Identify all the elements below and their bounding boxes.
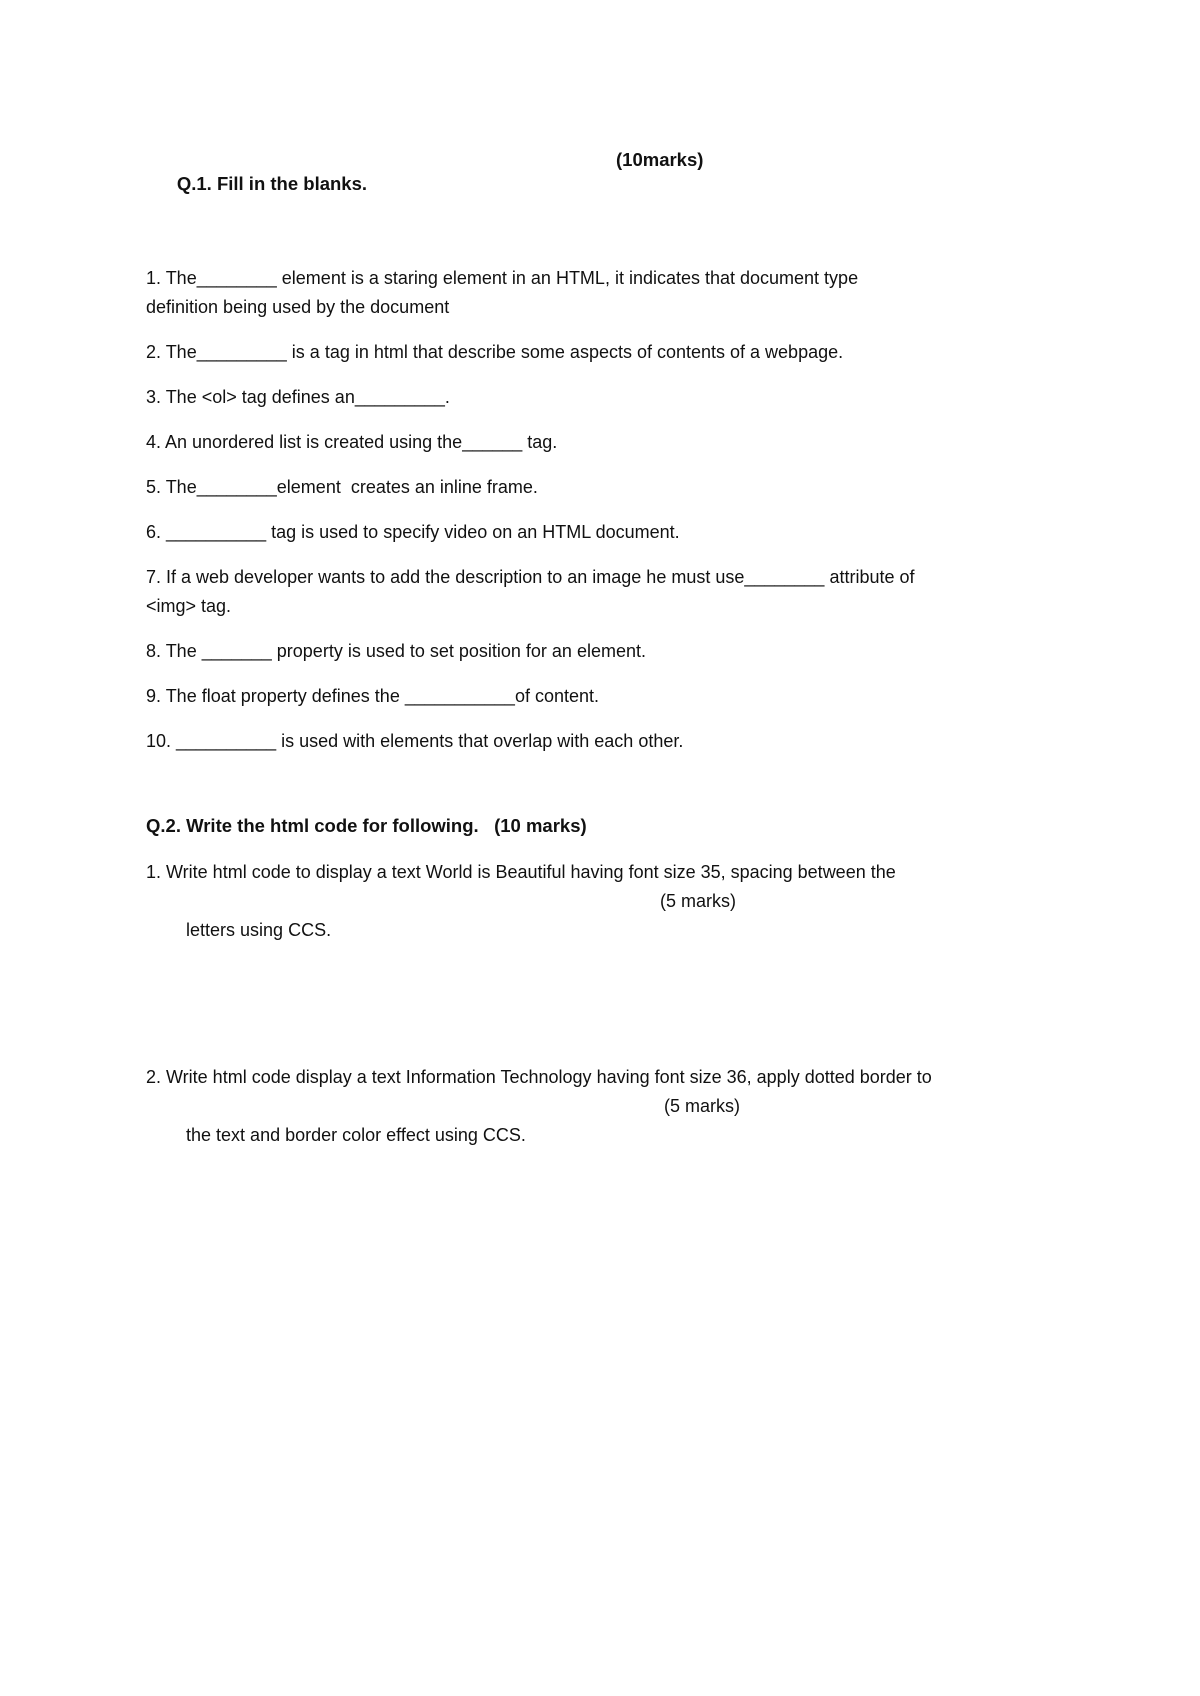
q1-item-4-line-1: 4. An unordered list is created using the______ tag. [146,432,558,452]
q1-item-3-line-1: 3. The <ol> tag defines an_________. [146,387,450,407]
q1-marks: (10marks) [616,149,704,170]
q1-item-10 [146,727,1066,756]
q1-item-7-line-2: <img> tag. [146,596,232,616]
q1-item-8 [146,637,1066,666]
q1-item-7-line-1: 7. If a web developer wants to add the description to an image he must use________ attribute of [146,567,915,587]
q2-item-1-line-1: 1. Write html code to display a text World is Beautiful having font size 35, spacing between the [146,862,896,882]
q2-item-1-line-2: letters using CCS. [186,920,332,940]
q1-item-5 [146,473,1066,502]
q1-item-7 [146,563,1066,621]
q2-item-1-line-2-row [146,887,1066,1003]
q2-item-1-marks: (5 marks) [660,891,736,911]
q1-item-1-line-1: 1. The________ element is a staring element in an HTML, it indicates that document type [146,268,859,288]
q2-heading: Q.2. Write the html code for following. (10 marks) [146,815,587,836]
q2-item-2-line-2: the text and border color effect using CCS. [186,1125,526,1145]
q1-item-2-line-1: 2. The_________ is a tag in html that describe some aspects of contents of a webpage. [146,342,844,362]
q1-item-9-line-1: 9. The float property defines the ___________of content. [146,686,600,706]
q2-item-2-line-1: 2. Write html code display a text Information Technology having font size 36, apply dotted border to [146,1067,932,1087]
q1-item-9 [146,682,1066,711]
q1-item-2 [146,338,1066,367]
q1-item-3 [146,383,1066,412]
q2-item-1 [146,858,1066,1003]
q1-item-10-line-1: 10. __________ is used with elements that overlap with each other. [146,731,684,751]
q1-heading-row [146,148,1066,244]
q1-item-1-line-2: definition being used by the document [146,297,450,317]
q1-item-8-line-1: 8. The _______ property is used to set position for an element. [146,641,646,661]
q2-item-2-line-2-row [146,1092,1066,1208]
q1-item-6-line-1: 6. __________ tag is used to specify video on an HTML document. [146,522,680,542]
q2-item-2-marks: (5 marks) [664,1096,740,1116]
document-content [146,148,1066,1268]
q1-item-4 [146,428,1066,457]
q2-item-2 [146,1063,1066,1208]
q1-item-6 [146,518,1066,547]
q1-heading: Q.1. Fill in the blanks. [176,173,368,194]
q1-item-5-line-1: 5. The________element creates an inline frame. [146,477,538,497]
q1-item-1 [146,264,1066,322]
